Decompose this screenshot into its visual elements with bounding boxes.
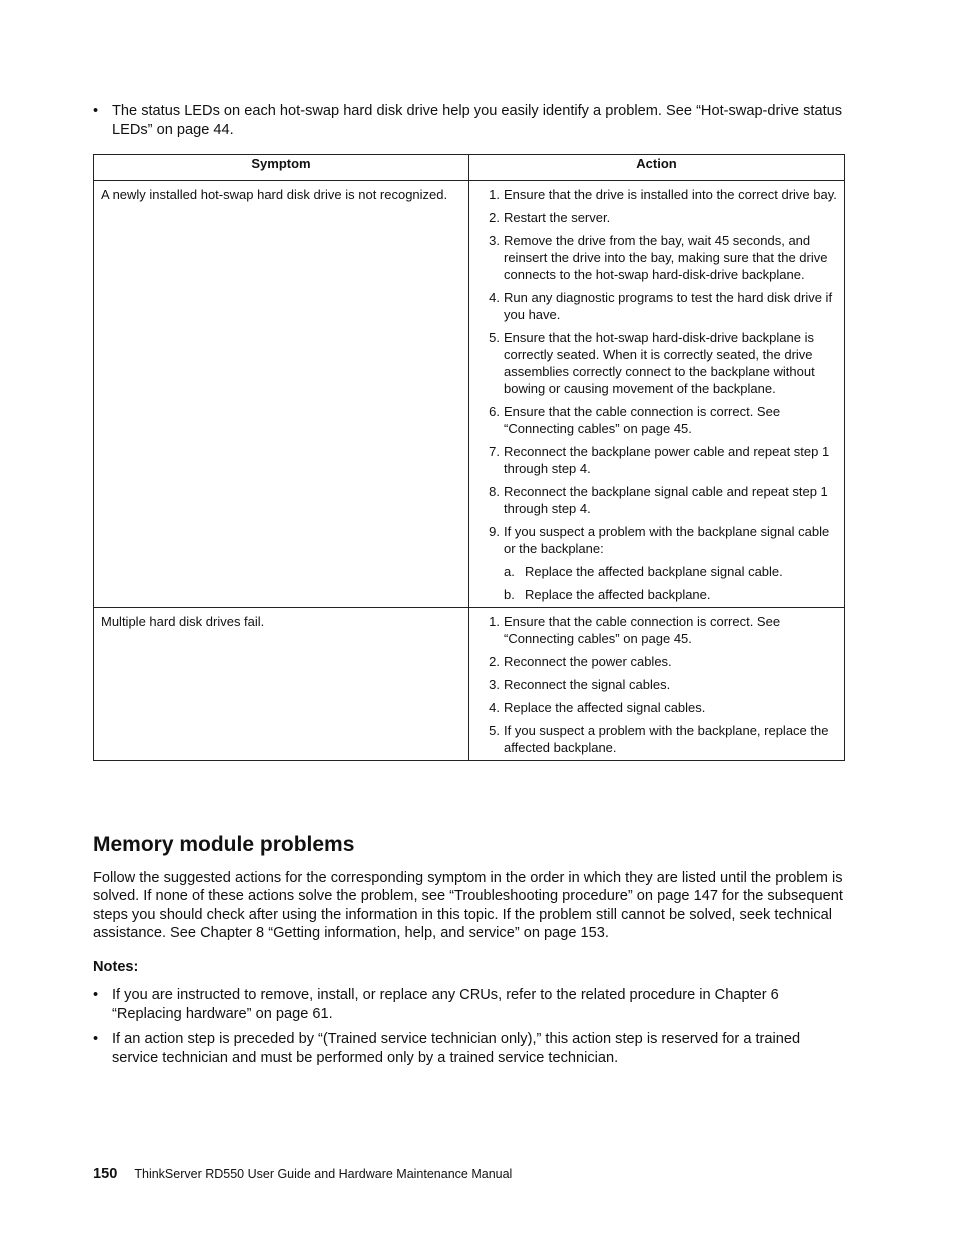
- bullet-text: The status LEDs on each hot-swap hard disk drive help you easily identify a problem. See “Hot-swap-drive status LEDs” on page 44.: [112, 103, 843, 138]
- action-step: 7. Reconnect the backplane power cable and repeat step 1 through step 4.: [489, 444, 830, 476]
- action-list: [476, 613, 837, 756]
- bullet-dot: •: [93, 987, 99, 1003]
- sub-action-step: b. Replace the affected backplane.: [504, 587, 711, 602]
- table-header-row: [94, 155, 845, 181]
- notes-label: Notes:: [93, 959, 139, 975]
- action-step: 2. Reconnect the power cables.: [489, 654, 672, 669]
- action-step: 9. If you suspect a problem with the backplane signal cable or the backplane: a. Replace the affected backplane signal cable. b. Replace the affected backplane.: [504, 523, 837, 603]
- action-list: [476, 186, 837, 603]
- symptom-header: Symptom: [94, 155, 469, 181]
- action-step: 1. Ensure that the drive is installed into the correct drive bay.: [489, 187, 837, 202]
- action-header: Action: [469, 155, 845, 181]
- action-cell: [469, 181, 845, 608]
- action-step: 6. Ensure that the cable connection is correct. See “Connecting cables” on page 45.: [489, 404, 781, 436]
- status-led-bullet: [93, 102, 845, 140]
- note-item: [93, 1030, 845, 1068]
- page-number: 150: [93, 1166, 118, 1182]
- action-step: 3. Remove the drive from the bay, wait 45 seconds, and reinsert the drive into the bay, making sure that the drive connects to the hot-swap hard-disk-drive backplane.: [489, 233, 828, 282]
- table-row: [94, 608, 845, 761]
- bullet-dot: •: [93, 1031, 99, 1047]
- action-step: 4. Run any diagnostic programs to test the hard disk drive if you have.: [489, 290, 833, 322]
- hard-disk-troubleshooting-table: [93, 154, 845, 761]
- sub-action-list: [504, 563, 837, 603]
- action-step: 3. Reconnect the signal cables.: [489, 677, 671, 692]
- section-title: Memory module problems: [93, 833, 355, 856]
- note-text: If you are instructed to remove, install, or replace any CRUs, refer to the related procedure in Chapter 6 “Replacing hardware” on page 61.: [112, 987, 779, 1022]
- action-step: 4. Replace the affected signal cables.: [489, 700, 706, 715]
- bullet-dot: •: [93, 103, 99, 119]
- document-title: ThinkServer RD550 User Guide and Hardware Maintenance Manual: [134, 1167, 513, 1181]
- sub-action-step: a. Replace the affected backplane signal cable.: [504, 564, 783, 579]
- note-item: [93, 986, 845, 1024]
- action-step: 1. Ensure that the cable connection is correct. See “Connecting cables” on page 45.: [489, 614, 781, 646]
- action-step: 8. Reconnect the backplane signal cable and repeat step 1 through step 4.: [489, 484, 828, 516]
- page-footer: [93, 1166, 512, 1182]
- action-step: 5. Ensure that the hot-swap hard-disk-drive backplane is correctly seated. When it is correctly seated, the drive assemblies correctly connect to the backplane without bowing or causing movement of the backplane.: [489, 330, 815, 396]
- action-step: 2. Restart the server.: [489, 210, 611, 225]
- symptom-cell: Multiple hard disk drives fail.: [94, 608, 469, 761]
- symptom-cell: A newly installed hot-swap hard disk drive is not recognized.: [94, 181, 469, 608]
- intro-paragraph: Follow the suggested actions for the corresponding symptom in the order in which they are listed until the problem is solved. If none of these actions solve the problem, see “Troubleshooting procedure” on page 147 for the subsequent steps you should check after using the information in this topic. If the problem still cannot be solved, seek technical assistance. See Chapter 8 “Getting information, help, and service” on page 153.: [93, 870, 843, 941]
- action-cell: [469, 608, 845, 761]
- note-text: If an action step is preceded by “(Trained service technician only),” this action step is reserved for a trained service technician and must be performed only by a trained service technician.: [112, 1031, 801, 1066]
- action-step: 5. If you suspect a problem with the backplane, replace the affected backplane.: [489, 723, 829, 755]
- table-row: [94, 181, 845, 608]
